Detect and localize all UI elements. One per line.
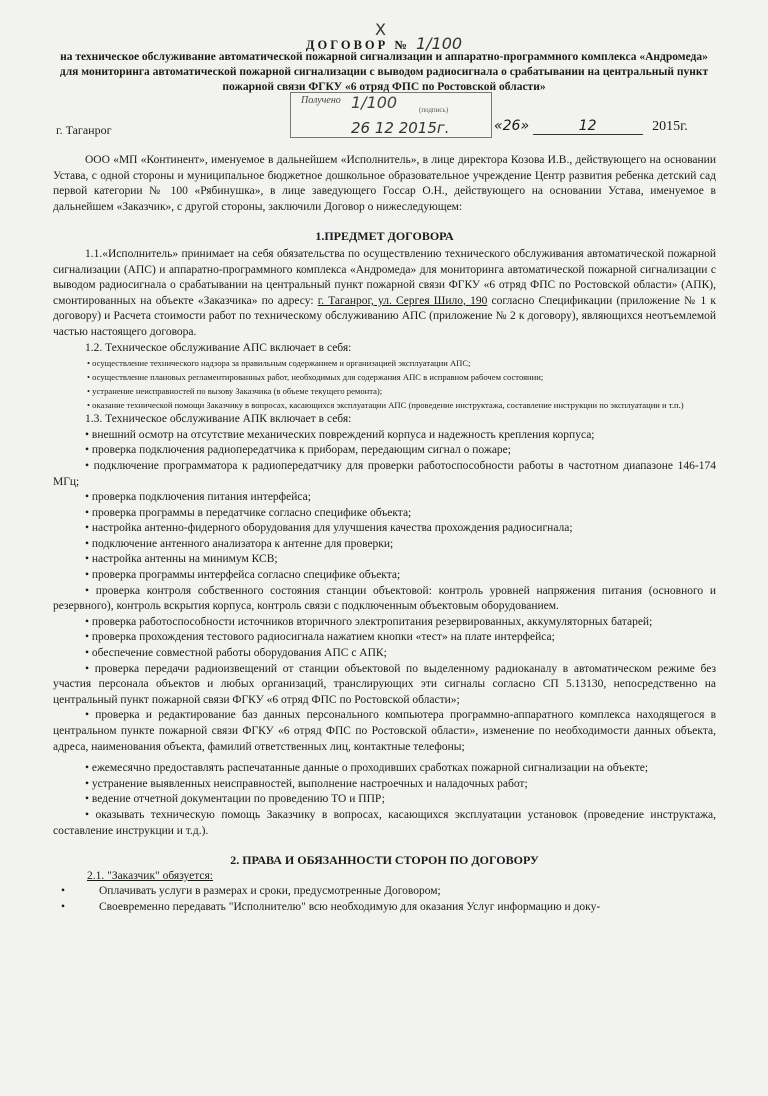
clause-2-1-title-text: 2.1. "Заказчик" обязуется: (87, 869, 213, 882)
section-1-title: 1.ПРЕДМЕТ ДОГОВОРА (315, 229, 454, 244)
clause-2-1-title (53, 869, 716, 885)
contract-date (494, 118, 688, 135)
contract-number: 1/100 (415, 34, 463, 53)
date-month: 12 (533, 118, 643, 135)
list-item: • проверка контроля собственного состояния станции объектовой: контроль уровней напряжения питания (основного и резервного), контроль вскрытия корпуса, контроль связи с подключенным объектовым оборудованием. (53, 584, 716, 613)
clause-1-1-text: 1.1.«Исполнитель» принимает на себя обязательства по осуществлению технического обслуживания автоматической пожарной сигнализации (АПС) и аппаратно-программного комплекса «Андромеда» для мониторинга автоматической пожарной сигнализации с выводом радиосигнала о срабатывании на центральный пункт пожарной связи ФГКУ «6 отряд ФПС по Ростовской области» (АПК), смонтированных на объекте «Заказчика» по адресу: (53, 247, 716, 307)
list-item: • проверка передачи радиоизвещений от станции объектовой по выделенному радиоканалу в автоматическом режиме без участия персонала объектов и любых организаций, транслирующих эти сигналы согласно СП 5.13130, непосредственно на центральный пункт пожарной связи ФГКУ «6 отряд ФПС по Ростовской области»; (53, 662, 716, 706)
list-item: • ведение отчетной документации по проведению ТО и ППР; (85, 793, 385, 806)
date-day: «26» (494, 118, 530, 134)
clause-1-2-title: 1.2. Техническое обслуживание АПС включает в себя: (85, 341, 352, 354)
list-item-text: Оплачивать услуги в размерах и сроки, предусмотренные Договором; (99, 885, 441, 898)
list-item: • осуществление плановых регламентированных работ, необходимых для содержания АПС в исправном рабочем состоянии; (87, 372, 544, 383)
city: г. Таганрог (56, 123, 112, 137)
list-item: • проверка подключения радиопередатчика к приборам, передающим сигнал о пожаре; (85, 444, 511, 457)
list-item: • оказывать техническую помощь Заказчику в вопросах, касающихся эксплуатации установок (проведение инструктажа, составление инструкции и т.д.). (53, 808, 716, 837)
stamp-label: Получено (301, 95, 341, 106)
list-item: • оказание технической помощи Заказчику в вопросах, касающихся эксплуатации АПС (проведение инструктажа, составление инструкции по эксплуатации и т.п.) (87, 400, 684, 411)
contract-body (53, 153, 716, 916)
list-item-text: Своевременно передавать "Исполнителю" всю необходимую для оказания Услуг информацию и доку- (99, 900, 601, 913)
list-item: • устранение выявленных неисправностей, выполнение настроечных и наладочных работ; (85, 777, 528, 790)
contract-subtitle: на техническое обслуживание автоматической пожарной сигнализации и аппаратно-программного комплекса «Андромеда» для мониторинга автоматической пожарной сигнализации с выводом радиосигнала о срабатывании на центральный пункт пожарной связи ФГКУ «6 отряд ФПС по Ростовской области» (59, 51, 709, 93)
list-item: • проверка и редактирование баз данных персонального компьютера программно-аппаратного комплекса находящегося в центральном пункте пожарной связи ФГКУ «6 отряд ФПС по Ростовской области», изменение по необходимости данных объекта, адреса, наименования объекта, фамилий ответственных лиц, контактные телефоны; (53, 709, 716, 753)
clause-1-1 (53, 247, 716, 341)
date-year: 2015г. (652, 119, 688, 134)
list-item: • проверка программы интерфейса согласно специфике объекта; (85, 569, 401, 582)
clause-1-2-list (53, 356, 716, 412)
clause-1-3-title: 1.3. Техническое обслуживание АПК включает в себя: (85, 413, 352, 426)
list-item: • проверка прохождения тестового радиосигнала нажатием кнопки «тест» на плате интерфейса; (85, 631, 555, 644)
list-item: • внешний осмотр на отсутствие механических повреждений корпуса и надежность крепления корпуса; (85, 428, 595, 441)
stamp-signature-label: (подпись) (419, 106, 449, 114)
list-item: • обеспечение совместной работы оборудования АПС с АПК; (85, 647, 387, 660)
list-item: • устранение неисправностей по вызову Заказчика (в объеме текущего ремонта); (87, 386, 383, 397)
contract-title-text: ДОГОВОР № (305, 38, 410, 52)
list-item: • Своевременно передавать "Исполнителю" всю необходимую для оказания Услуг информацию и доку- (53, 900, 716, 916)
list-item: • настройка антенны на минимум КСВ; (85, 553, 278, 566)
list-item: • осуществление технического надзора за правильным содержанием и организацией эксплуатации АПС; (87, 358, 471, 369)
list-item: • ежемесячно предоставлять распечатанные данные о проходивших сработках пожарной сигнализации на объекте; (85, 762, 649, 775)
handwritten-mark: Х (375, 20, 386, 39)
clause-1-3-list (53, 428, 716, 839)
list-item: • проверка работоспособности источников вторичного электропитания резервированных, аккумуляторных батарей; (85, 615, 653, 628)
list-item: • настройка антенно-фидерного оборудования для улучшения качества прохождения радиосигнала; (85, 522, 573, 535)
list-item: • подключение программатора к радиопередатчику для проверки работоспособности работы в частотном диапазоне 146-174 МГц; (53, 459, 716, 488)
section-2-title: 2. ПРАВА И ОБЯЗАННОСТИ СТОРОН ПО ДОГОВОРУ (230, 853, 539, 868)
stamp-signature: 1/100 (351, 93, 398, 112)
list-item: • Оплачивать услуги в размерах и сроки, предусмотренные Договором; (53, 884, 716, 900)
stamp-date: 26 12 2015г. (351, 119, 450, 137)
received-stamp (290, 92, 492, 138)
list-item: • проверка подключения питания интерфейса; (85, 491, 311, 504)
list-item: • проверка программы в передатчике согласно специфике объекта; (85, 506, 412, 519)
list-item: • подключение антенного анализатора к антенне для проверки; (85, 537, 394, 550)
intro-paragraph: ООО «МП «Континент», именуемое в дальнейшем «Исполнитель», в лице директора Козова И.В., действующего на основании Устава, с одной стороны и муниципальное бюджетное дошкольное образовательное учреждение Центр развития ребенка детский сад первой категории № 100 «Рябинушка», в лице заведующего Госсар О.Н., действующего на основании Устава, именуемое в дальнейшем «Заказчик», с другой стороны, заключили Договор о нижеследующем: (53, 154, 716, 213)
clause-1-1-text-end: согласно Спецификации (приложение № 1 к договору) и Расчета стоимости работ по техническому обслуживанию АПС (приложение № 2 к договору), являющихся неотъемлемой частью настоящего договора. (53, 294, 716, 338)
object-address: г. Таганрог, ул. Сергея Шило, 190 (317, 294, 488, 307)
